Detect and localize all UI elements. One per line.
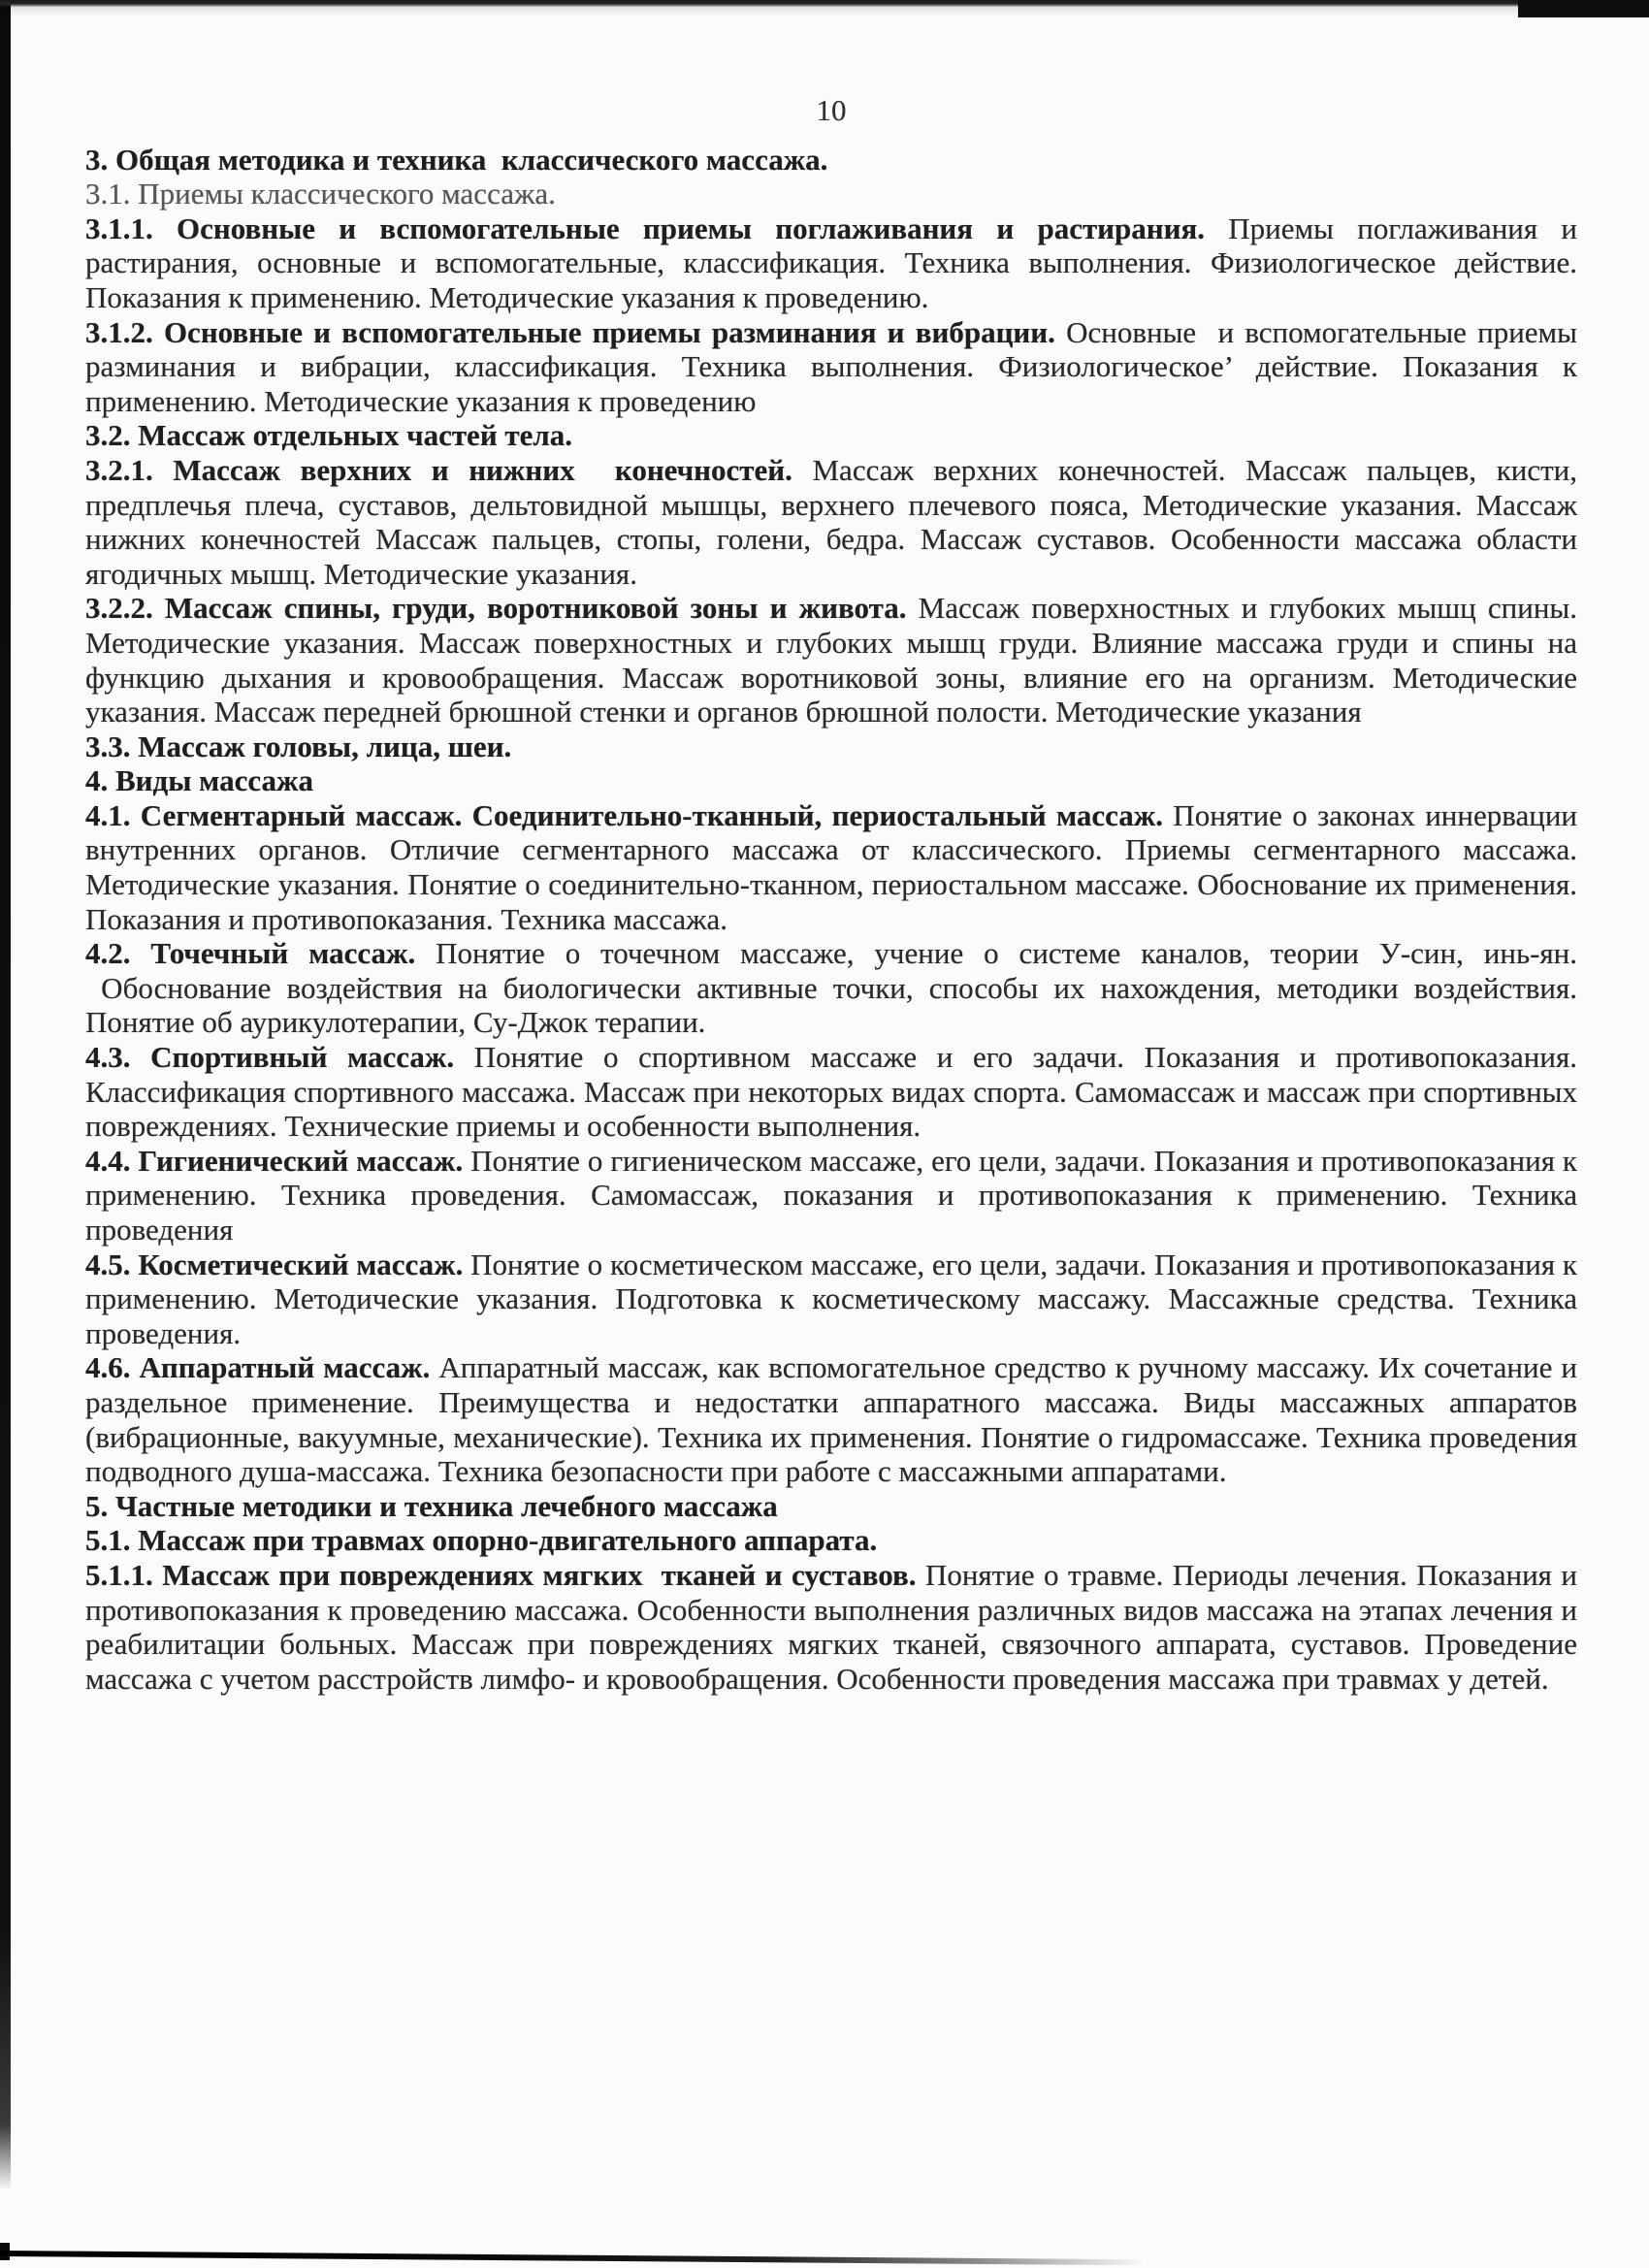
section-3-2-1 <box>85 453 1577 591</box>
section-3-1-1-body: Приемы поглаживания и растирания, основные и вспомогательные, классификация. Техника выполнения. Физиологическое действие. Показания к применению. Методические указания к проведению. <box>85 211 1577 314</box>
section-3-2-2-body: Массаж поверхностных и глубоких мышц спины. Методические указания. Массаж поверхностных и глубоких мышц груди. Влияние массажа груди и спины на функцию дыхания и кровообращения. Массаж воротниковой зоны, влияние его на организм. Методические указания. Массаж передней брюшной стенки и органов брюшной полости. Методические указания <box>85 591 1577 729</box>
section-4-4 <box>85 1144 1577 1247</box>
section-4-1 <box>85 798 1577 936</box>
section-3-1-1-lead: 3.1.1. Основные и вспомогательные приемы поглаживания и растирания. <box>85 211 1206 245</box>
page-number: 10 <box>816 93 847 127</box>
section-3-1-2-body: Основные и вспомогательные приемы разминания и вибрации, классификация. Техника выполнения. Физиологическое’ действие. Показания к применению. Методические указания к проведению <box>85 314 1577 418</box>
section-4-3-lead: 4.3. Спортивный массаж. <box>85 1040 455 1075</box>
document-content <box>85 93 1577 1696</box>
section-5-1-1-lead: 5.1.1. Массаж при повреждениях мягких тканей и суставов. <box>85 1557 917 1592</box>
scan-left-edge-artifact <box>0 0 11 2190</box>
section-5-1: 5.1. Массаж при травмах опорно-двигательного аппарата. <box>85 1523 878 1558</box>
scan-top-edge-artifact <box>0 0 1649 7</box>
section-4-2 <box>85 936 1577 1040</box>
section-4: 4. Виды массажа <box>85 763 313 798</box>
scan-corner-artifact <box>1518 0 1649 17</box>
section-5-1-1-body: Понятие о травме. Периоды лечения. Показания и противопоказания к проведению массажа. Особенности выполнения различных видов массажа на этапах лечения и реабилитации больных. Массаж при повреждениях мягких тканей, связочного аппарата, суставов. Проведение массажа с учетом расстройств лимфо- и кровообращения. Особенности проведения массажа при травмах у детей. <box>85 1557 1577 1696</box>
section-5-1-1 <box>85 1558 1577 1696</box>
section-4-3 <box>85 1040 1577 1144</box>
section-3-2-1-body: Массаж верхних конечностей. Массаж пальцев, кисти, предплечья плеча, суставов, дельтовидной мышцы, верхнего плечевого пояса, Методические указания. Массаж нижних конечностей Массаж пальцев, стопы, голени, бедра. Массаж суставов. Особенности массажа области ягодичных мышц. Методические указания. <box>85 452 1577 591</box>
section-4-4-body: Понятие о гигиеническом массаже, его цели, задачи. Показания и противопоказания к применению. Техника проведения. Самомассаж, показания и противопоказания к применению. Техника проведения <box>85 1143 1577 1247</box>
section-4-5-lead: 4.5. Косметический массаж. <box>85 1247 464 1281</box>
section-4-6-body: Аппаратный массаж, как вспомогательное средство к ручному массажу. Их сочетание и раздельное применение. Преимущества и недостатки аппаратного массажа. Виды массажных аппаратов (вибрационные, вакуумные, механические). Техника их применения. Понятие о гидромассаже. Техника проведения подводного душа-массажа. Техника безопасности при работе с массажными аппаратами. <box>85 1350 1577 1489</box>
section-5: 5. Частные методики и техника лечебного массажа <box>85 1488 778 1523</box>
section-4-4-lead: 4.4. Гигиенический массаж. <box>85 1143 464 1178</box>
section-3-1-1 <box>85 211 1577 315</box>
section-4-5 <box>85 1247 1577 1351</box>
section-4-6 <box>85 1350 1577 1488</box>
section-4-2-lead: 4.2. Точечный массаж. <box>85 936 416 971</box>
section-4-1-lead: 4.1. Сегментарный массаж. Соединительно-тканный, периостальный массаж. <box>85 797 1163 832</box>
section-3-2-2-lead: 3.2.2. Массаж спины, груди, воротниковой зоны и живота. <box>85 591 907 626</box>
document-sections <box>85 143 1577 1697</box>
section-4-5-body: Понятие о косметическом массаже, его цели, задачи. Показания и противопоказания к применению. Методические указания. Подготовка к косметическому массажу. Массажные средства. Техника проведения. <box>85 1247 1577 1350</box>
section-4-2-body: Понятие о точечном массаже, учение о системе каналов, теории У-син, инь-ян. Обоснование воздействия на биологически активные точки, способы их нахождения, методики воздействия. Понятие об аурикулотерапии, Су-Джок терапии. <box>85 936 1577 1040</box>
section-4-6-lead: 4.6. Аппаратный массаж. <box>85 1350 431 1385</box>
section-3-1-2 <box>85 315 1577 419</box>
scan-bottom-edge-artifact <box>0 2251 1145 2265</box>
section-3-1-2-lead: 3.1.2. Основные и вспомогательные приемы разминания и вибрации. <box>85 314 1055 349</box>
section-3-2-1-lead: 3.2.1. Массаж верхних и нижних конечностей. <box>85 452 792 487</box>
section-3-2-2 <box>85 591 1577 729</box>
scan-top-haze-artifact <box>0 7 1649 16</box>
section-4-1-body: Понятие о законах иннервации внутренних органов. Отличие сегментарного массажа от классического. Приемы сегментарного массажа. Методические указания. Понятие о соединительно-тканном, периостальном массаже. Обоснование их применения. Показания и противопоказания. Техника массажа. <box>85 797 1577 936</box>
section-4-3-body: Понятие о спортивном массаже и его задачи. Показания и противопоказания. Классификация спортивного массажа. Массаж при некоторых видах спорта. Самомассаж и массаж при спортивных повреждениях. Технические приемы и особенности выполнения. <box>85 1040 1577 1144</box>
section-3-3: 3.3. Массаж головы, лица, шеи. <box>85 729 512 763</box>
section-3-2: 3.2. Массаж отдельных частей тела. <box>85 418 573 453</box>
section-3-1: 3.1. Приемы классического массажа. <box>85 177 556 211</box>
section-3: 3. Общая методика и техника классического массажа. <box>85 142 828 177</box>
